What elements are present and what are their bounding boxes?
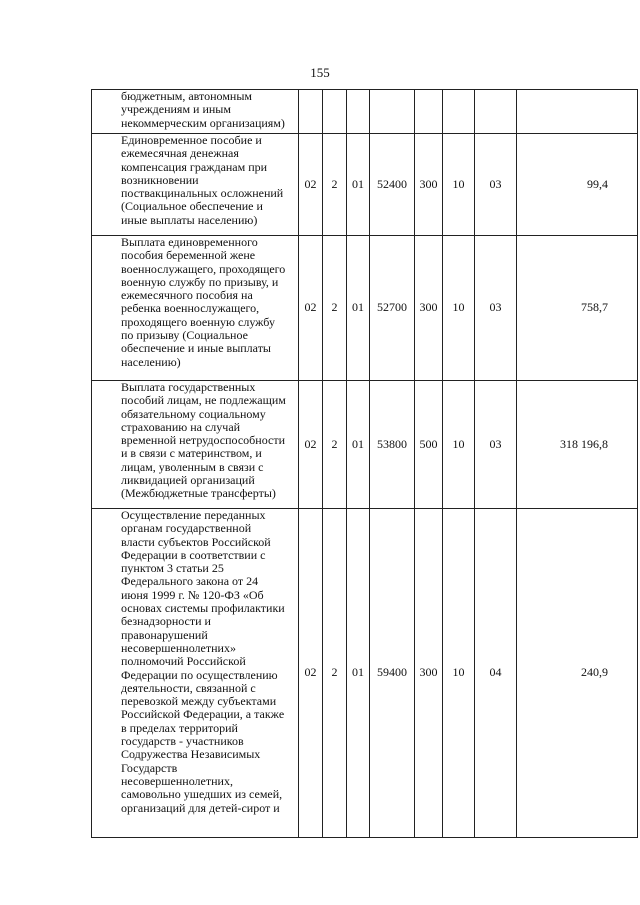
amount-cell: 99,4 (517, 134, 638, 236)
code-1-cell: 02 (299, 236, 323, 381)
amount-cell: 240,9 (517, 509, 638, 838)
expense-type-cell: 300 (415, 134, 443, 236)
amount-cell: 318 196,8 (517, 381, 638, 509)
item-name-line: Осуществление переданных (121, 508, 266, 522)
item-name-line: военную службу по призыву, и (121, 274, 279, 289)
item-name-line: июня 1999 г. № 120-ФЗ «Об (121, 587, 264, 602)
table-row (92, 90, 638, 134)
item-name-line: государств - участников (121, 734, 244, 749)
item-name-cell (92, 236, 299, 381)
budget-table (91, 89, 638, 838)
item-name-line: безнадзорности и (121, 614, 211, 629)
item-name-cell (92, 381, 299, 509)
item-name-cell (92, 90, 299, 134)
item-name-line: поствакцинальных осложнений (121, 186, 284, 201)
table-body (92, 90, 638, 838)
code-3-cell: 01 (347, 509, 370, 838)
item-name-line: учреждениям и иным (121, 102, 231, 117)
item-name-line: временной нетрудоспособности (121, 433, 285, 448)
code-2-cell: 2 (323, 236, 347, 381)
item-name-line: военнослужащего, проходящего (121, 261, 286, 276)
item-name-line: Содружества Независимых (121, 747, 261, 762)
table-row (92, 381, 638, 509)
item-name-line: Государств (121, 760, 178, 775)
item-name-line: обеспечение и иные выплаты (121, 341, 271, 356)
code-3-cell: 01 (347, 134, 370, 236)
item-name-line: ребенка военнослужащего, (121, 301, 260, 316)
item-name-line: и в связи с материнством, и (121, 446, 262, 461)
subsection-cell: 03 (475, 381, 517, 509)
expense-type-cell: 300 (415, 509, 443, 838)
item-name-line: самовольно ушедших из семей, (121, 787, 283, 802)
expense-type-cell (415, 90, 443, 134)
amount-cell: 758,7 (517, 236, 638, 381)
item-name-line: основах системы профилактики (121, 601, 285, 616)
item-name-line: проходящего военную службу (121, 314, 275, 329)
item-name-line: несовершеннолетних» (121, 640, 236, 655)
item-name-line: иные выплаты населению) (121, 212, 258, 227)
table-row (92, 236, 638, 381)
code-3-cell: 01 (347, 236, 370, 381)
item-name-line: органам государственной (121, 521, 252, 536)
item-name-line: власти субъектов Российской (121, 534, 271, 549)
section-cell: 10 (443, 509, 475, 838)
item-name-line: Единовременное пособие и (121, 133, 262, 147)
section-cell: 10 (443, 134, 475, 236)
code-2-cell: 2 (323, 134, 347, 236)
code-2-cell: 2 (323, 381, 347, 509)
item-name-line: Российской Федерации, а также (121, 707, 285, 722)
item-name-line: деятельности, связанной с (121, 680, 256, 695)
target-code-cell: 59400 (370, 509, 415, 838)
table-row (92, 134, 638, 236)
section-cell: 10 (443, 236, 475, 381)
item-name-line: (Межбюджетные трансферты) (121, 486, 276, 501)
item-name-line: страхованию на случай (121, 419, 241, 434)
expense-type-cell: 300 (415, 236, 443, 381)
item-name-line: пособия беременной жене (121, 248, 256, 263)
item-name-line: возникновении (121, 172, 199, 187)
item-name-line: некоммерческим организациям) (121, 115, 285, 130)
subsection-cell (475, 90, 517, 134)
item-name-line: пособий лицам, не подлежащим (121, 393, 286, 408)
table-row (92, 509, 638, 838)
code-3-cell: 01 (347, 381, 370, 509)
code-3-cell (347, 90, 370, 134)
code-2-cell: 2 (323, 509, 347, 838)
item-name-line: в пределах территорий (121, 720, 238, 735)
item-name-line: Федерального закона от 24 (121, 574, 259, 589)
item-name-cell (92, 509, 299, 838)
item-name-line: населению) (121, 354, 181, 369)
expense-type-cell: 500 (415, 381, 443, 509)
item-name-line: ежемесячная денежная (121, 146, 239, 161)
item-name-line: несовершеннолетних, (121, 773, 233, 788)
item-name-line: лицам, уволенным в связи с (121, 459, 264, 474)
section-cell: 10 (443, 381, 475, 509)
item-name-line: пунктом 3 статьи 25 (121, 561, 224, 576)
item-name-line: правонарушений (121, 627, 208, 642)
item-name-line: Федерации по осуществлению (121, 667, 278, 682)
target-code-cell: 52700 (370, 236, 415, 381)
item-name-line: компенсация гражданам при (121, 159, 268, 174)
item-name-line: обязательному социальному (121, 406, 266, 421)
item-name-line: ликвидацией организаций (121, 473, 255, 488)
section-cell (443, 90, 475, 134)
item-name-line: организаций для детей-сирот и (121, 800, 280, 815)
target-code-cell: 53800 (370, 381, 415, 509)
code-1-cell: 02 (299, 509, 323, 838)
code-1-cell: 02 (299, 381, 323, 509)
code-2-cell (323, 90, 347, 134)
subsection-cell: 03 (475, 134, 517, 236)
page-number: 155 (310, 65, 330, 80)
item-name-cell (92, 134, 299, 236)
target-code-cell (370, 90, 415, 134)
code-1-cell (299, 90, 323, 134)
item-name-line: по призыву (Социальное (121, 328, 248, 343)
amount-cell (517, 90, 638, 134)
item-name-line: (Социальное обеспечение и (121, 199, 263, 214)
item-name-line: ежемесячного пособия на (121, 288, 253, 303)
code-1-cell: 02 (299, 134, 323, 236)
item-name-line: Выплата единовременного (121, 235, 258, 249)
item-name-line: перевозкой между субъектами (121, 694, 277, 709)
target-code-cell: 52400 (370, 134, 415, 236)
item-name-line: Федерации в соответствии с (121, 547, 266, 562)
subsection-cell: 04 (475, 509, 517, 838)
item-name-line: Выплата государственных (121, 380, 256, 394)
item-name-line: бюджетным, автономным (121, 89, 252, 103)
item-name-line: полномочий Российской (121, 654, 246, 669)
subsection-cell: 03 (475, 236, 517, 381)
